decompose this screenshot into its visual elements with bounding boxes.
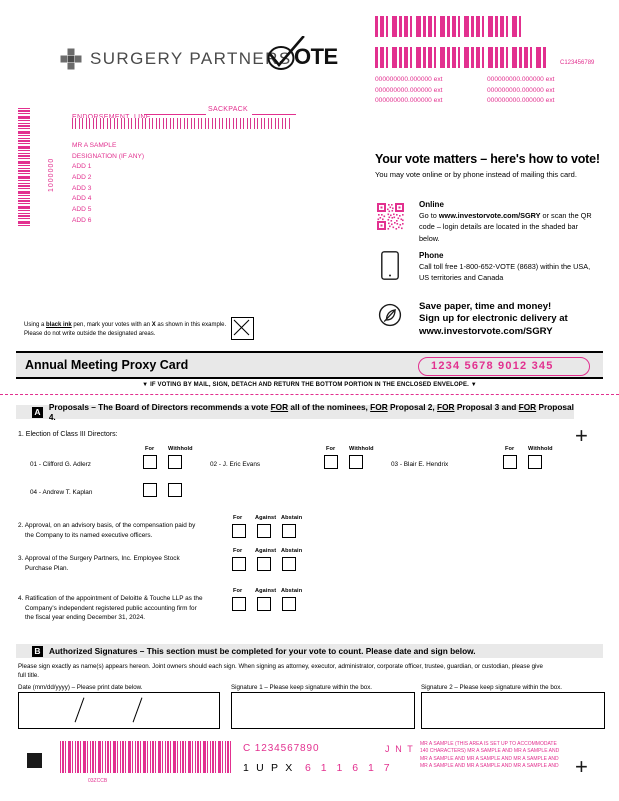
proposal-2-line1: Approval, on an advisory basis, of the compensation paid by: [24, 522, 196, 529]
proposal-4-num: 4.: [18, 595, 24, 602]
mark-mid: pen, mark your votes with an: [71, 322, 152, 328]
intelligent-mail-barcode: [72, 118, 290, 129]
section-a-header: [16, 402, 574, 422]
address-line: ADD 4: [72, 195, 92, 203]
online-heading: Online: [419, 200, 444, 209]
sa-for3: FOR: [437, 402, 455, 412]
col-for-2: For: [326, 446, 336, 452]
p3-col-for: For: [233, 548, 243, 554]
detach-dashed-line: [0, 394, 619, 395]
mailing-address-block: [72, 141, 144, 226]
customer-number: C123456789: [560, 60, 595, 66]
mark-pre: Using a: [24, 322, 47, 328]
director-03-num: 03: [391, 461, 399, 468]
checkbox-proposal-2-for[interactable]: [232, 524, 246, 538]
checkbox-proposal-4-abstain[interactable]: [282, 597, 296, 611]
checkbox-director-01-for[interactable]: [143, 455, 157, 469]
sackpack-label: SACKPACK: [208, 106, 249, 113]
p4-col-against: Against: [255, 588, 277, 594]
esave-line2: Sign up for electronic delivery at: [419, 313, 568, 325]
ext-line: 000000000.000000 ext: [487, 97, 555, 105]
proposal-4-line1: Ratification of the appointment of Deloitte & Touche LLP as the: [25, 595, 203, 602]
proposal-4-line3: the fiscal year ending December 31, 2024.: [25, 614, 146, 622]
esave-block: [419, 301, 568, 338]
mailing-sequence-number: 1000000: [48, 157, 55, 192]
date-input-box[interactable]: [18, 692, 220, 729]
address-line: ADD 3: [72, 184, 92, 192]
mark-line2: Please do not write outside the designated areas.: [24, 331, 156, 337]
col-for-3: For: [505, 446, 515, 452]
footer-small-code: 03ZCCB: [88, 778, 108, 784]
top-barcode-1: [375, 16, 521, 37]
ext-column-right: [487, 75, 554, 107]
section-a-title: [49, 402, 574, 422]
col-withhold-2: Withhold: [349, 446, 374, 452]
director-02: 02 - J. Eric Evans: [210, 461, 261, 468]
proxy-card-bar: [16, 351, 603, 379]
signature-note-line1: Please sign exactly as name(s) appears hereon. Joint owners should each sign. When signing as attorney, executor, administrator, corporate officer, trustee, guardian, or custodian, please give: [18, 663, 543, 670]
signature-2-box[interactable]: [421, 692, 605, 729]
proposal-2-num: 2.: [18, 522, 24, 529]
col-withhold-1: Withhold: [168, 446, 193, 452]
online-url[interactable]: www.investorvote.com/SGRY: [438, 211, 541, 220]
address-line: MR A SAMPLE: [72, 142, 117, 149]
signature-note-line2: full title.: [18, 671, 39, 679]
address-line: ADD 5: [72, 206, 92, 214]
p3-col-against: Against: [255, 548, 277, 554]
ext-line: 000000000.000000 ext: [487, 86, 555, 94]
qr-code-icon[interactable]: [377, 203, 404, 235]
director-04: 04 - Andrew T. Kaplan: [30, 489, 93, 496]
director-02-num: 02: [210, 461, 218, 468]
top-barcode-2: [375, 47, 546, 68]
date-slash-2: [133, 698, 143, 723]
director-03-name: Blair E. Hendrix: [403, 461, 449, 468]
item1-label: 1. Election of Class III Directors:: [18, 431, 118, 438]
sa-p5: Proposal 4.: [48, 402, 574, 422]
registration-plus-bottom-right: +: [575, 754, 588, 779]
director-01: 01 - Clifford G. Adlerz: [30, 461, 91, 468]
p4-col-for: For: [233, 588, 243, 594]
control-number: 1234 5678 9012 345: [431, 360, 554, 372]
registration-plus-top-right: +: [575, 423, 588, 448]
director-01-num: 01: [30, 461, 38, 468]
section-b-header: [16, 644, 603, 658]
p2-col-against: Against: [255, 515, 277, 521]
address-line: DESIGNATION (IF ANY): [72, 152, 145, 160]
x-mark-icon: [232, 318, 251, 337]
address-line: ADD 6: [72, 216, 92, 224]
section-b-letter: B: [32, 646, 43, 657]
checkbox-proposal-2-abstain[interactable]: [282, 524, 296, 538]
director-01-name: Clifford G. Adlerz: [42, 461, 91, 468]
sa-for1: FOR: [270, 402, 289, 412]
proposal-3-text: [18, 554, 223, 573]
proposal-3-line1: Approval of the Surgery Partners, Inc. Employee Stock: [24, 555, 180, 562]
company-name: SURGERY PARTNERS: [90, 49, 292, 68]
col-for-1: For: [145, 446, 155, 452]
checkbox-director-04-withhold[interactable]: [168, 483, 182, 497]
checkbox-proposal-4-against[interactable]: [257, 597, 271, 611]
address-line: ADD 1: [72, 163, 92, 171]
col-withhold-3: Withhold: [528, 446, 553, 452]
ext-line: 000000000.000000 ext: [375, 76, 443, 83]
p2-col-abstain: Abstain: [281, 515, 303, 521]
director-04-num: 04: [30, 489, 38, 496]
cross-plus-logo-icon: [60, 48, 82, 70]
sa-for4: FOR: [518, 402, 537, 412]
sackpack-rule: [252, 114, 296, 115]
footer-sample-block: [420, 741, 580, 770]
phone-body: Call toll free 1-800-652-VOTE (8683) within the USA, US territories and Canada: [419, 262, 591, 283]
leaf-icon: [378, 303, 402, 332]
mark-post: as shown in this example.: [155, 322, 227, 328]
sa-p1: Proposals – The Board of Directors recommends a vote: [48, 402, 271, 412]
vote-text: OTE: [294, 44, 338, 69]
triangle-down-icon-left: ▼: [142, 382, 149, 388]
howto-title: Your vote matters – here's how to vote!: [375, 152, 600, 166]
proposal-4-text: [18, 594, 223, 623]
sa-p4: Proposal 3 and: [454, 402, 519, 412]
checkbox-proposal-3-for[interactable]: [232, 557, 246, 571]
proposal-2-line2: the Company to its named executive officers.: [25, 531, 153, 539]
triangle-down-icon-right: ▼: [470, 382, 477, 388]
checkbox-director-02-withhold[interactable]: [349, 455, 363, 469]
footer-barcode: [60, 741, 233, 773]
director-02-name: J. Eric Evans: [222, 461, 261, 468]
footer-black-square: [27, 753, 42, 768]
date-slash-1: [75, 698, 85, 723]
mark-black-ink: black ink: [46, 322, 72, 328]
signature-2-label: Signature 2 – Please keep signature within the box.: [421, 684, 563, 691]
proposal-2-text: [18, 521, 223, 540]
example-mark-box: [231, 317, 254, 340]
sa-p2: all of the nominees,: [288, 402, 371, 412]
proposal-3-line2: Purchase Plan.: [25, 564, 69, 572]
signature-1-box[interactable]: [231, 692, 415, 729]
endorsement-rule: [144, 114, 206, 115]
detach-notice: [0, 382, 619, 388]
online-body: [419, 210, 597, 244]
esave-url[interactable]: www.investorvote.com/SGRY: [419, 325, 553, 337]
signature-instructions: [18, 663, 604, 681]
online-body-post: or scan the QR code – login details are located in the shaded bar below.: [419, 211, 592, 243]
checkbox-proposal-3-against[interactable]: [257, 557, 271, 571]
checkbox-director-01-withhold[interactable]: [168, 455, 182, 469]
mark-x: X: [151, 322, 156, 328]
sa-p3: Proposal 2,: [387, 402, 438, 412]
director-04-name: Andrew T. Kaplan: [42, 489, 93, 496]
sample-line: MR A SAMPLE AND MR A SAMPLE AND MR A SAMPLE AND: [420, 755, 559, 762]
company-logo: [60, 48, 292, 70]
phone-heading: Phone: [419, 251, 444, 260]
checkbox-director-03-for[interactable]: [503, 455, 517, 469]
phone-icon: [381, 251, 399, 285]
director-03: 03 - Blair E. Hendrix: [391, 461, 449, 468]
checkbox-proposal-4-for[interactable]: [232, 597, 246, 611]
ext-column-left: [375, 75, 442, 107]
ext-line: 000000000.000000 ext: [487, 76, 555, 83]
sample-line: MR A SAMPLE AND MR A SAMPLE AND MR A SAMPLE AND: [420, 762, 559, 769]
footer-digits: 6 1 1 6 1 7: [305, 762, 394, 774]
proposal-3-num: 3.: [18, 555, 24, 562]
footer-c-number: C 1234567890: [243, 743, 320, 754]
proposal-4-line2: Company's independent registered public accounting firm for: [25, 604, 197, 612]
detach-notice-text: IF VOTING BY MAIL, SIGN, DETACH AND RETURN THE BOTTOM PORTION IN THE ENCLOSED ENVELOPE.: [150, 382, 469, 388]
address-line: ADD 2: [72, 174, 92, 182]
signature-1-label: Signature 1 – Please keep signature within the box.: [231, 684, 373, 691]
footer-jnt: J N T: [385, 744, 415, 754]
ext-line: 000000000.000000 ext: [375, 86, 443, 94]
p3-col-abstain: Abstain: [281, 548, 303, 554]
esave-line1: Save paper, time and money!: [419, 301, 552, 312]
section-b-title: Authorized Signatures – This section must be completed for your vote to count. Please date and sign below.: [49, 646, 476, 656]
online-body-pre: Go to: [419, 211, 439, 220]
checkbox-director-04-for[interactable]: [143, 483, 157, 497]
checkbox-proposal-3-abstain[interactable]: [282, 557, 296, 571]
p4-col-abstain: Abstain: [281, 588, 303, 594]
mark-instructions: [24, 321, 229, 339]
sample-line: 140 CHARACTERS) MR A SAMPLE AND MR A SAMPLE AND: [420, 748, 560, 755]
howto-subtitle: You may vote online or by phone instead of mailing this card.: [375, 170, 577, 179]
p2-col-for: For: [233, 515, 243, 521]
proxy-card-title: Annual Meeting Proxy Card: [25, 358, 189, 372]
checkbox-proposal-2-against[interactable]: [257, 524, 271, 538]
sample-line: MR A SAMPLE (THIS AREA IS SET UP TO ACCOMMODATE: [420, 741, 557, 747]
mailing-vertical-barcode: [18, 108, 30, 228]
ext-line: 000000000.000000 ext: [375, 97, 443, 105]
date-label: Date (mm/dd/yyyy) – Please print date below.: [18, 684, 143, 691]
sa-for2: FOR: [370, 402, 388, 412]
checkbox-director-03-withhold[interactable]: [528, 455, 542, 469]
checkbox-director-02-for[interactable]: [324, 455, 338, 469]
footer-upx: 1 U P X: [243, 762, 295, 774]
section-a-letter: A: [32, 407, 43, 418]
